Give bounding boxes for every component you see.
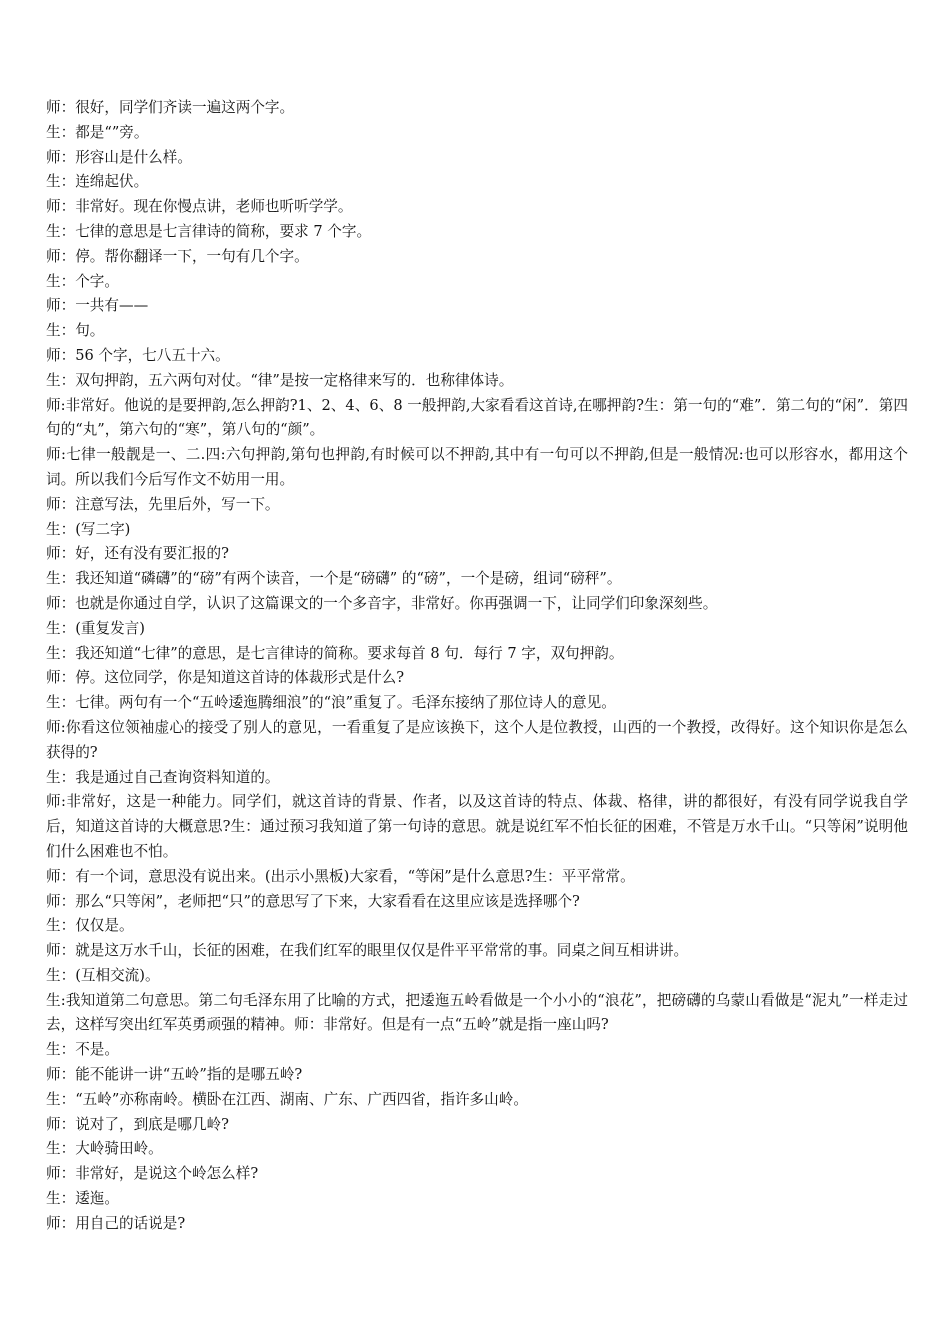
text-line: 生：连绵起伏。 <box>46 173 149 191</box>
text-line: 生：七律。两句有一个“五岭逶迤腾细浪”的“浪”重复了。毛泽东接纳了那位诗人的意见。 <box>46 694 616 712</box>
text-line: 师：能不能讲一讲“五岭”指的是哪五岭? <box>46 1066 303 1084</box>
text-line: 师：有一个词，意思没有说出来。(出示小黑板)大家看，“等闲”是什么意思?生：平平常常。 <box>46 867 635 885</box>
text-paragraph: 师:七律一般靓是一、二.四:六句押韵,第句也押韵,有时候可以不押韵,其中有一句可以不押韵,但是一般情况:也可以形容水，都用这个词。所以我们今后写作文不妨用一用。 <box>46 446 908 488</box>
text-paragraph: 生:我知道第二句意思。第二句毛泽东用了比喻的方式，把逶迤五岭看做是一个小小的“浪花”，把磅礴的乌蒙山看做是“泥丸”一样走过去，这样写突出红军英勇顽强的精神。师：非常好。但是有一点“五岭”就是指一座山吗? <box>46 991 908 1034</box>
text-line: 师：用自己的话说是? <box>46 1214 186 1232</box>
text-line: 生：(互相交流)。 <box>46 966 160 984</box>
text-line: 师：很好，同学们齐读一遍这两个字。 <box>46 99 295 116</box>
document-page <box>46 96 908 1237</box>
text-line: 师：一共有—— <box>46 297 149 315</box>
text-paragraph: 师:你看这位领袖虚心的接受了别人的意见，一看重复了是应该换下，这个人是位教授，山西的一个教授，改得好。这个知识你是怎么获得的? <box>46 718 908 761</box>
text-paragraph: 师:非常好，这是一种能力。同学们，就这首诗的背景、作者，以及这首诗的特点、体裁、格律，讲的都很好，有没有同学说我自学后，知道这首诗的大概意思?生：通过预习我知道了第一句诗的意思。就是说红军不怕长征的困难，不管是万水千山。“只等闲”说明他们什么困难也不怕。 <box>46 793 908 860</box>
text-line: 师：就是这万水千山，长征的困难，在我们红军的眼里仅仅是件平平常常的事。同桌之间互相讲讲。 <box>46 942 689 960</box>
text-line: 师：注意写法，先里后外，写一下。 <box>46 495 280 513</box>
text-line: 生：(写二字) <box>46 520 131 538</box>
text-line: 师：好，还有没有要汇报的? <box>46 545 229 563</box>
text-line: 生：我还知道“七律”的意思，是七言律诗的简称。要求每首 8 句．每行 7 字，双句押韵。 <box>46 644 624 662</box>
text-line: 师：那么“只等闲”，老师把“只”的意思写了下来，大家看看在这里应该是选择哪个? <box>46 892 580 910</box>
text-line: 生：个字。 <box>46 272 119 290</box>
text-line: 生：七律的意思是七言律诗的简称，要求 7 个字。 <box>46 222 372 240</box>
text-line: 师：说对了，到底是哪几岭? <box>46 1115 229 1133</box>
text-line: 生：大岭骑田岭。 <box>46 1140 163 1158</box>
text-paragraph: 师:非常好。他说的是要押韵,怎么押韵?1、2、4、6、8 一般押韵,大家看看这首诗,在哪押韵?生：第一句的“难”．第二句的“闲”．第四句的“丸”，第六句的“寒”，第八句的“颜”。 <box>46 396 908 439</box>
text-line: 生：我是通过自己查询资料知道的。 <box>46 768 280 786</box>
text-line: 生：都是“”旁。 <box>46 123 149 141</box>
text-line: 师：停。这位同学，你是知道这首诗的体裁形式是什么? <box>46 669 405 687</box>
text-line: 生：双句押韵，五六两句对仗。“律”是按一定格律来写的．也称律体诗。 <box>46 371 514 389</box>
text-line: 生：仅仅是。 <box>46 917 134 935</box>
text-line: 生：逶迤。 <box>46 1190 119 1208</box>
text-line: 师：也就是你通过自学，认识了这篇课文的一个多音字，非常好。你再强调一下，让同学们印象深刻些。 <box>46 594 718 612</box>
text-line: 师：56 个字，七八五十六。 <box>46 346 230 364</box>
text-line: 生：(重复发言) <box>46 619 145 637</box>
text-line: 师：非常好，是说这个岭怎么样? <box>46 1165 259 1183</box>
text-line: 师：形容山是什么样。 <box>46 148 192 166</box>
text-line: 生：句。 <box>46 322 105 340</box>
text-line: 生：我还知道“磷礴”的“磅”有两个读音，一个是“磅礴” 的“磅”，一个是磅，组词“磅秤”。 <box>46 570 622 588</box>
text-line: 生：“五岭”亦称南岭。横卧在江西、湖南、广东、广西四省，指许多山岭。 <box>46 1090 528 1108</box>
text-line: 生：不是。 <box>46 1041 119 1059</box>
text-line: 师：非常好。现在你慢点讲，老师也听听学学。 <box>46 198 353 216</box>
text-line: 师：停。帮你翻译一下，一句有几个字。 <box>46 247 309 265</box>
